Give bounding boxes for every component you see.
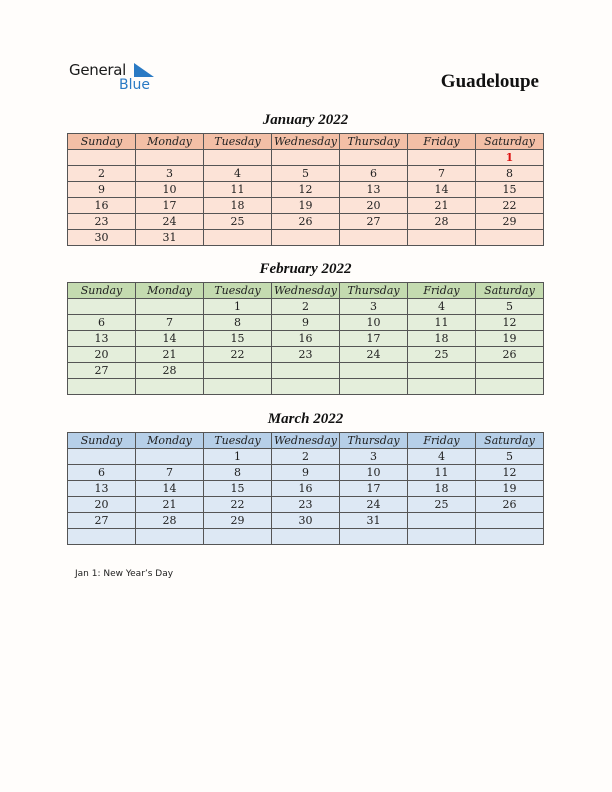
day-cell: 20 [68,347,136,363]
weekday-header-wednesday: Wednesday [272,134,340,150]
day-cell: 3 [340,449,408,465]
day-cell: 18 [408,331,476,347]
day-cell [272,379,340,395]
day-cell [136,379,204,395]
weekday-header-sunday: Sunday [68,134,136,150]
week-row [68,497,544,513]
week-row [68,299,544,315]
weekday-header-thursday: Thursday [340,283,408,299]
weekday-header-row [68,283,544,299]
day-cell: 12 [476,315,544,331]
week-row [68,331,544,347]
day-cell: 20 [340,198,408,214]
day-cell: 29 [476,214,544,230]
day-cell: 8 [204,465,272,481]
day-cell: 3 [136,166,204,182]
day-cell: 9 [68,182,136,198]
day-cell [476,513,544,529]
day-cell: 23 [68,214,136,230]
day-cell: 1 [204,299,272,315]
day-cell [136,449,204,465]
week-row [68,513,544,529]
day-cell [272,230,340,246]
day-cell: 12 [272,182,340,198]
day-cell: 21 [136,347,204,363]
day-cell: 11 [408,315,476,331]
weekday-header-friday: Friday [408,433,476,449]
day-cell: 5 [272,166,340,182]
day-cell: 27 [340,214,408,230]
general-blue-logo [69,61,169,97]
weekday-header-saturday: Saturday [476,134,544,150]
weekday-header-monday: Monday [136,134,204,150]
month-title-february: February 2022 [259,261,352,277]
month-title-january: January 2022 [262,112,349,128]
day-cell [408,230,476,246]
day-cell: 19 [476,331,544,347]
day-cell: 17 [340,481,408,497]
day-cell: 26 [476,497,544,513]
day-cell [68,379,136,395]
day-cell: 25 [408,497,476,513]
day-cell: 1 [476,150,544,166]
day-cell: 27 [68,363,136,379]
day-cell: 22 [204,347,272,363]
day-cell: 25 [408,347,476,363]
day-cell: 24 [136,214,204,230]
day-cell: 10 [340,465,408,481]
calendar-february [67,282,544,395]
day-cell: 22 [476,198,544,214]
calendar-january [67,133,544,246]
day-cell: 24 [340,497,408,513]
day-cell: 5 [476,299,544,315]
day-cell: 30 [68,230,136,246]
day-cell: 31 [340,513,408,529]
day-cell: 21 [136,497,204,513]
weekday-header-tuesday: Tuesday [204,433,272,449]
day-cell: 9 [272,315,340,331]
weekday-header-wednesday: Wednesday [272,283,340,299]
weekday-header-friday: Friday [408,283,476,299]
day-cell [340,230,408,246]
calendar-march [67,432,544,545]
day-cell: 18 [204,198,272,214]
day-cell [476,363,544,379]
day-cell [340,363,408,379]
holidays-note: Jan 1: New Year’s Day [75,569,174,579]
day-cell: 25 [204,214,272,230]
day-cell: 20 [68,497,136,513]
day-cell [204,379,272,395]
week-row [68,182,544,198]
day-cell: 2 [272,299,340,315]
day-cell [408,529,476,545]
weekday-header-row [68,134,544,150]
week-row [68,529,544,545]
day-cell: 13 [68,331,136,347]
day-cell: 21 [408,198,476,214]
day-cell [408,513,476,529]
day-cell: 17 [340,331,408,347]
week-row [68,198,544,214]
day-cell: 14 [136,481,204,497]
day-cell: 15 [204,331,272,347]
weekday-header-monday: Monday [136,433,204,449]
day-cell [68,529,136,545]
day-cell: 11 [408,465,476,481]
week-row [68,347,544,363]
day-cell: 17 [136,198,204,214]
day-cell [476,230,544,246]
day-cell: 9 [272,465,340,481]
weekday-header-monday: Monday [136,283,204,299]
day-cell: 2 [272,449,340,465]
day-cell [68,299,136,315]
day-cell: 4 [204,166,272,182]
day-cell [136,529,204,545]
day-cell [340,150,408,166]
day-cell: 18 [408,481,476,497]
logo-text-blue: Blue [119,77,150,93]
day-cell: 19 [272,198,340,214]
day-cell: 28 [408,214,476,230]
day-cell: 8 [476,166,544,182]
day-cell: 1 [204,449,272,465]
day-cell: 15 [204,481,272,497]
day-cell: 3 [340,299,408,315]
day-cell: 30 [272,513,340,529]
weekday-header-tuesday: Tuesday [204,283,272,299]
day-cell: 7 [136,465,204,481]
day-cell: 19 [476,481,544,497]
weekday-header-sunday: Sunday [68,283,136,299]
week-row [68,315,544,331]
day-cell: 23 [272,497,340,513]
day-cell: 27 [68,513,136,529]
week-row [68,449,544,465]
day-cell [476,379,544,395]
day-cell [68,449,136,465]
day-cell [408,379,476,395]
month-title-march: March 2022 [267,411,344,427]
day-cell [408,150,476,166]
day-cell [340,529,408,545]
day-cell: 16 [272,331,340,347]
day-cell: 28 [136,363,204,379]
day-cell: 14 [408,182,476,198]
day-cell [272,529,340,545]
day-cell: 5 [476,449,544,465]
day-cell: 8 [204,315,272,331]
day-cell [136,150,204,166]
weekday-header-sunday: Sunday [68,433,136,449]
day-cell: 6 [340,166,408,182]
day-cell: 6 [68,465,136,481]
day-cell [204,529,272,545]
weekday-header-thursday: Thursday [340,134,408,150]
day-cell: 12 [476,465,544,481]
weekday-header-thursday: Thursday [340,433,408,449]
day-cell [476,529,544,545]
weekday-header-saturday: Saturday [476,283,544,299]
day-cell: 22 [204,497,272,513]
day-cell: 10 [340,315,408,331]
day-cell: 31 [136,230,204,246]
day-cell: 23 [272,347,340,363]
week-row [68,230,544,246]
day-cell [272,150,340,166]
day-cell: 14 [136,331,204,347]
day-cell [68,150,136,166]
day-cell: 6 [68,315,136,331]
weekday-header-row [68,433,544,449]
logo-text-general: General [69,61,127,79]
day-cell [204,363,272,379]
week-row [68,363,544,379]
day-cell [204,150,272,166]
day-cell: 4 [408,299,476,315]
day-cell: 7 [136,315,204,331]
day-cell: 16 [68,198,136,214]
week-row [68,481,544,497]
week-row [68,150,544,166]
country-title: Guadeloupe [440,71,539,92]
week-row [68,166,544,182]
day-cell: 26 [272,214,340,230]
day-cell: 15 [476,182,544,198]
day-cell: 26 [476,347,544,363]
day-cell: 28 [136,513,204,529]
day-cell: 24 [340,347,408,363]
day-cell [204,230,272,246]
weekday-header-wednesday: Wednesday [272,433,340,449]
week-row [68,214,544,230]
day-cell [340,379,408,395]
day-cell: 13 [340,182,408,198]
day-cell: 11 [204,182,272,198]
day-cell: 2 [68,166,136,182]
day-cell [408,363,476,379]
day-cell: 29 [204,513,272,529]
day-cell: 13 [68,481,136,497]
weekday-header-friday: Friday [408,134,476,150]
weekday-header-tuesday: Tuesday [204,134,272,150]
week-row [68,379,544,395]
day-cell: 16 [272,481,340,497]
day-cell [272,363,340,379]
day-cell: 4 [408,449,476,465]
weekday-header-saturday: Saturday [476,433,544,449]
day-cell: 10 [136,182,204,198]
day-cell: 7 [408,166,476,182]
week-row [68,465,544,481]
day-cell [136,299,204,315]
